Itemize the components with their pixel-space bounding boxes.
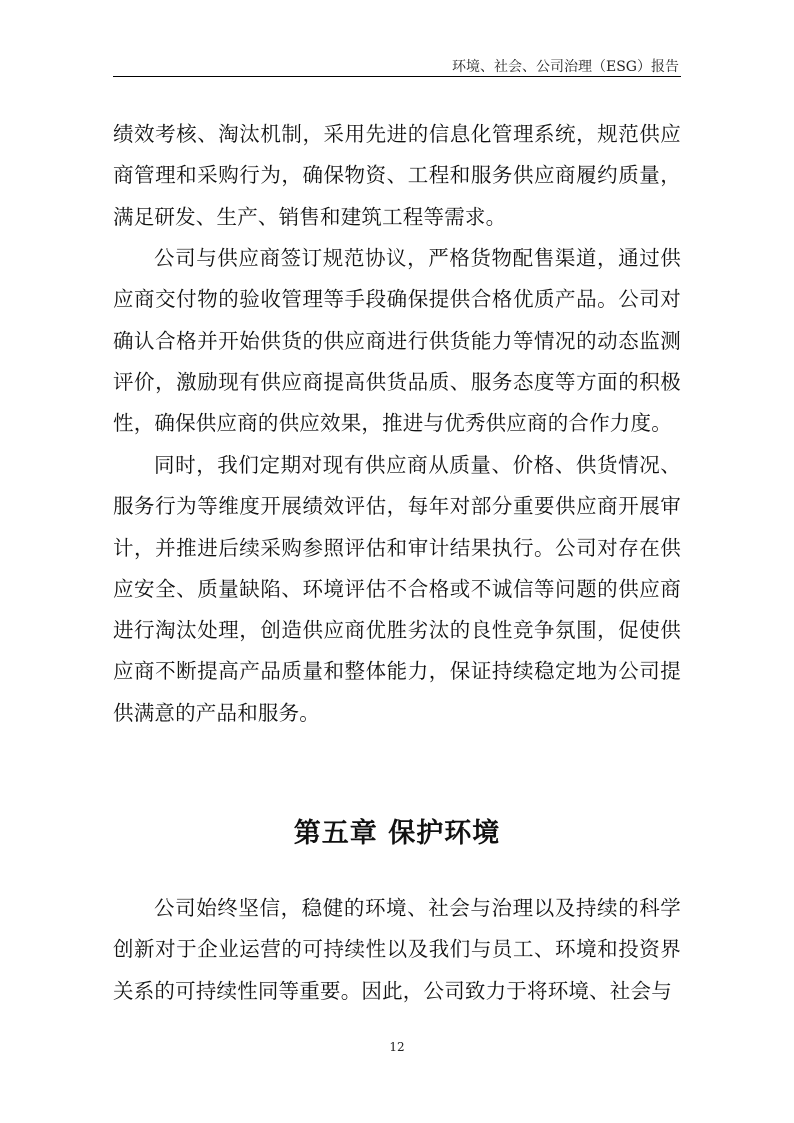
chapter-intro-paragraph: 公司始终坚信，稳健的环境、社会与治理以及持续的科学创新对于企业运营的可持续性以及我们与员工、环境和投资界关系的可持续性同等重要。因此，公司致力于将环境、社会与	[113, 896, 681, 1003]
body-paragraph: 同时，我们定期对现有供应商从质量、价格、供货情况、服务行为等维度开展绩效评估，每年对部分重要供应商开展审计，并推进后续采购参照评估和审计结果执行。公司对存在供应安全、质量缺陷、环境评估不合格或不诚信等问题的供应商进行淘汰处理，创造供应商优胜劣汰的良性竞争氛围，促使供应商不断提高产品质量和整体能力，保证持续稳定地为公司提供满意的产品和服务。	[113, 453, 681, 725]
header-divider	[113, 76, 681, 77]
page-number: 12	[389, 1040, 405, 1054]
body-paragraph: 公司与供应商签订规范协议，严格货物配售渠道，通过供应商交付物的验收管理等手段确保提供合格优质产品。公司对确认合格并开始供货的供应商进行供货能力等情况的动态监测评价，激励现有供应商提高供货品质、服务态度等方面的积极性，确保供应商的供应效果，推进与优秀供应商的合作力度。	[113, 246, 681, 436]
running-header-title: 环境、社会、公司治理（ESG）报告	[452, 59, 679, 75]
body-paragraph: 绩效考核、淘汰机制，采用先进的信息化管理系统，规范供应商管理和采购行为，确保物资、工程和服务供应商履约质量，满足研发、生产、销售和建筑工程等需求。	[113, 122, 681, 229]
chapter-heading: 第五章 保护环境	[293, 818, 501, 849]
